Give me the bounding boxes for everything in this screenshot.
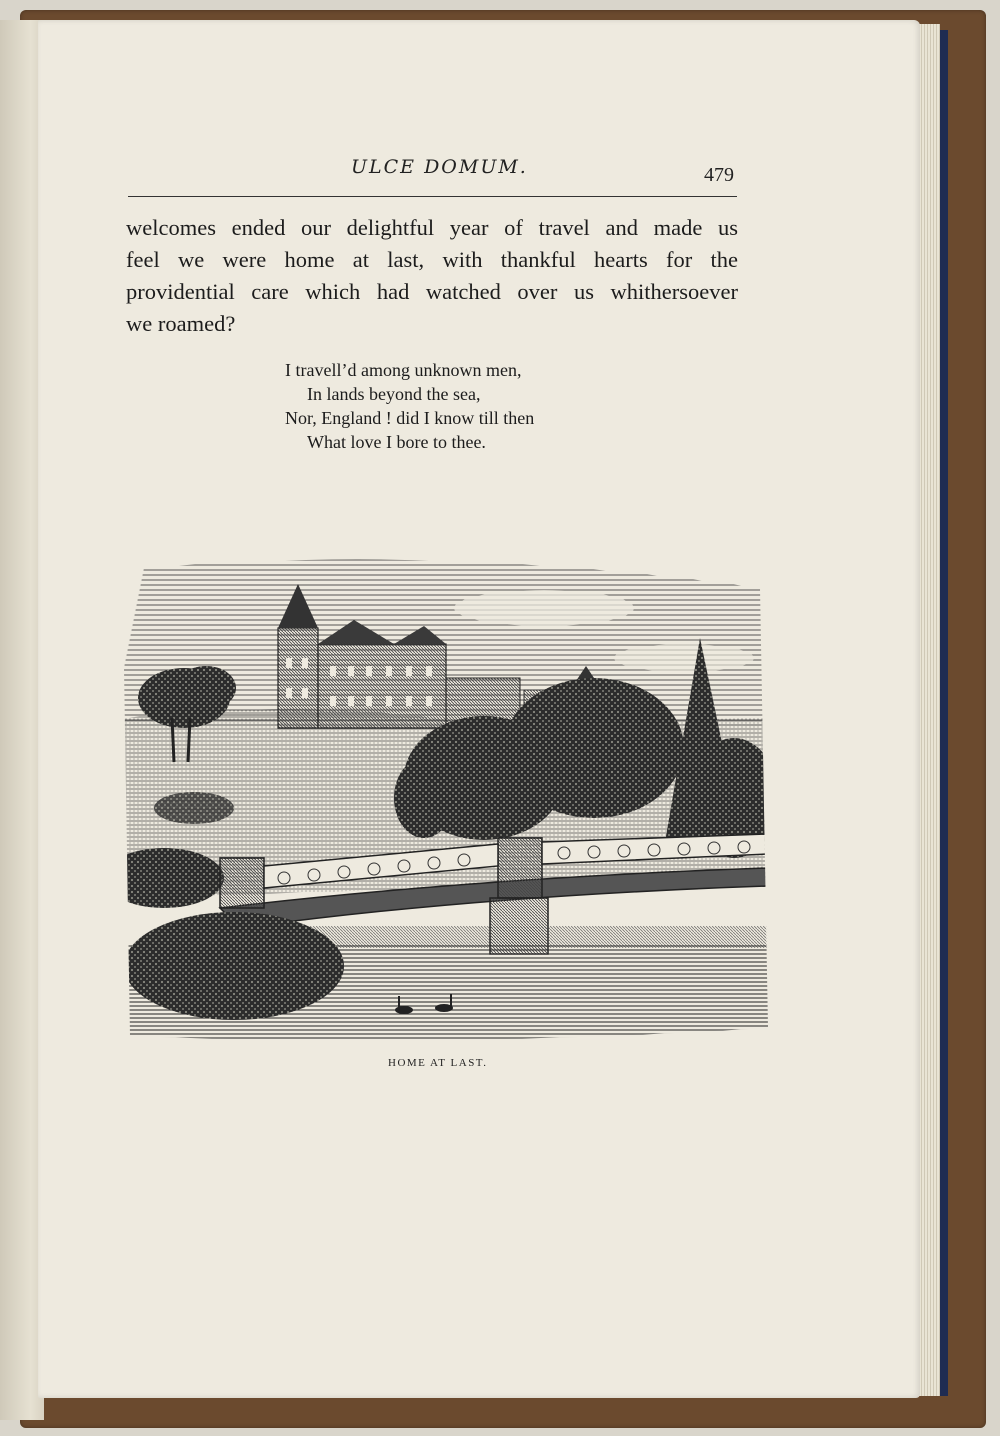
header-rule <box>128 196 737 197</box>
page-number: 479 <box>704 164 734 186</box>
illustration-caption: HOME AT LAST. <box>388 1057 488 1069</box>
poem-line: In lands beyond the sea, <box>307 384 481 404</box>
foreground-bush <box>124 912 344 1020</box>
body-line: we roamed? <box>126 311 236 336</box>
cloud <box>454 590 634 626</box>
poem-quotation <box>285 358 534 454</box>
body-paragraph <box>126 212 738 340</box>
body-line: welcomes ended our delightful year of travel and made us <box>126 215 738 240</box>
poem-line: What love I bore to thee. <box>307 432 486 452</box>
body-line: providential care which had watched over us whithersoever <box>126 279 738 304</box>
body-line: feel we were home at last, with thankful hearts for the <box>126 247 738 272</box>
poem-line: Nor, England ! did I know till then <box>285 408 535 428</box>
cloud <box>614 644 754 672</box>
poem-line: I travell’d among unknown men, <box>285 360 522 380</box>
running-title: ULCE DOMUM. <box>351 156 528 178</box>
engraving-illustration <box>124 548 768 1044</box>
